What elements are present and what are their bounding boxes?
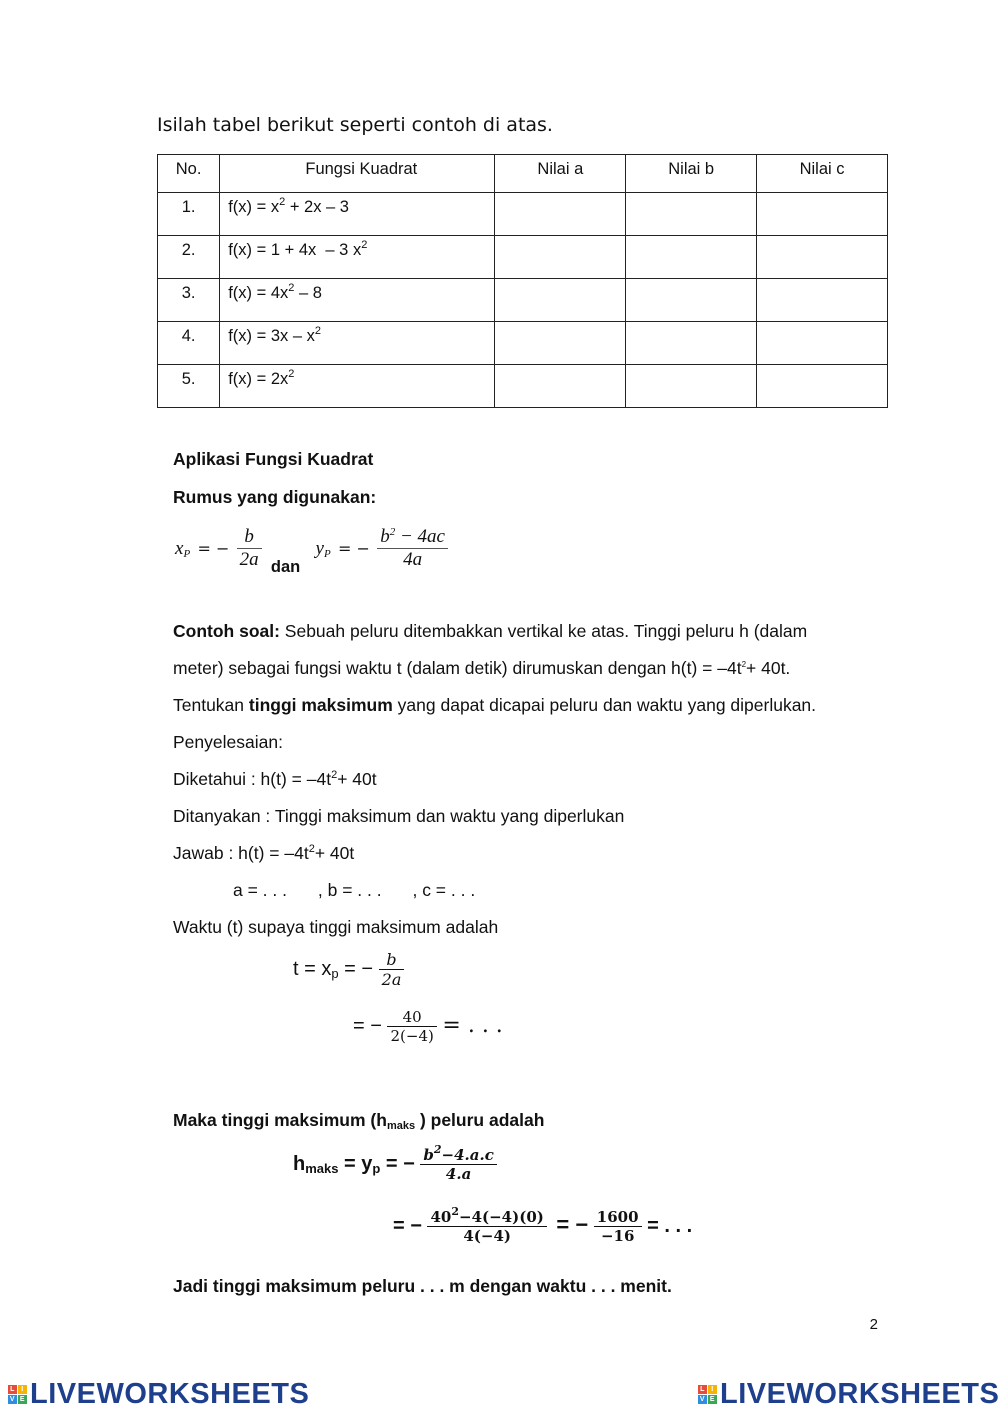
page-number: 2 [869,1316,878,1333]
answer-input-b-5[interactable] [626,365,756,405]
liveworksheets-logo-right: L I V E LIVEWORKSHEETS [699,1378,1000,1410]
yp-equals: = − [338,538,370,558]
answer-input-a-5[interactable] [495,365,625,405]
answer-cell-b[interactable] [626,236,757,279]
row-function: $f(x) = 2x^2$ [220,365,495,408]
t-fraction: $\frac{b}{2a}$ [379,950,405,989]
answer-cell-b[interactable] [626,322,757,365]
quadratic-table [157,154,888,408]
answer-input-b-3[interactable] [626,279,756,319]
answer-input-c-5[interactable] [757,365,887,405]
yp-fraction: $\frac{b^2 - 4ac}{4a}$ [377,526,448,571]
answer-cell-c[interactable] [757,236,888,279]
answer-cell-b[interactable] [626,193,757,236]
h-fraction: $\frac{b^2-4.a.c}{4.a}$ [420,1146,496,1183]
answer-cell-c[interactable] [757,322,888,365]
section-title: Aplikasi Fungsi Kuadrat [173,449,374,469]
row-number: 4. [158,322,220,365]
example-line-2: meter) sebagai fungsi waktu t (dalam detik) dirumuskan dengan $h(t) = -4t^2+ 40t$. [173,658,791,678]
table-row [158,279,888,322]
waktu-line: Waktu (t) supaya tinggi maksimum adalah [173,917,499,937]
answer-input-a-4[interactable] [495,322,625,362]
answer-cell-c[interactable] [757,193,888,236]
answer-input-b-2[interactable] [626,236,756,276]
answer-input-a-2[interactable] [495,236,625,276]
row-function: f(x) = 1 + 4x – 3 $x^2$ [220,236,495,279]
header-fungsi: Fungsi Kuadrat [220,155,495,193]
answer-input-c-2[interactable] [757,236,887,276]
jawab-line: Jawab : $h(t) = -4t^2+ 40t$ [173,843,355,863]
row-number: 2. [158,236,220,279]
header-no: No. [158,155,220,193]
row-number: 1. [158,193,220,236]
dan-connector: dan [270,557,301,576]
answer-cell-a[interactable] [495,322,626,365]
yp-symbol: $y_P$ [315,537,331,560]
answer-cell-a[interactable] [495,193,626,236]
answer-cell-b[interactable] [626,365,757,408]
conclusion-line: Jadi tinggi maksimum peluru . . . m dengan waktu . . . menit. [173,1276,672,1296]
answer-cell-c[interactable] [757,279,888,322]
answer-input-c-4[interactable] [757,322,887,362]
row-function: $f(x) = x^2 + 2x - 3$ [220,193,495,236]
answer-cell-c[interactable] [757,365,888,408]
row-function: $f(x) = 4x^2 - 8$ [220,279,495,322]
answer-input-c-3[interactable] [757,279,887,319]
formula-block [175,526,448,577]
answer-cell-b[interactable] [626,279,757,322]
row-function: $f(x) = 3x - x^2$ [220,322,495,365]
h-formula: $h_{maks} = y_p$ = − $\frac{b^2-4.a.c}{4.a}$ [293,1146,497,1183]
abc-c: , c = . . . [412,880,476,900]
answer-cell-a[interactable] [495,236,626,279]
abc-b: , b = . . . [317,880,382,900]
answer-input-c-1[interactable] [757,193,887,233]
t-formula: $t = x_p$ = − $\frac{b}{2a}$ [293,950,404,989]
liveworksheets-logo-left: L I V E LIVEWORKSHEETS [9,1378,310,1410]
h2-fraction: $\frac{40^2-4(-4)(0)}{4(-4)}$ [427,1208,546,1245]
table-row [158,236,888,279]
t2-fraction: $\frac{40}{2(-4)}$ [387,1008,436,1045]
t-calculation: = − $\frac{40}{2(-4)}$ = . . . [353,1008,503,1045]
answer-input-b-1[interactable] [626,193,756,233]
ditanyakan-line: Ditanyakan : Tinggi maksimum dan waktu yang diperlukan [173,806,625,826]
table-header-row [158,155,888,193]
header-nilai-b: Nilai b [626,155,757,193]
diketahui-line: Diketahui : $h(t) = -4t^2+ 40t$ [173,769,377,789]
answer-input-a-3[interactable] [495,279,625,319]
answer-cell-a[interactable] [495,279,626,322]
header-nilai-a: Nilai a [495,155,626,193]
liveworksheets-icon: L I V E [699,1386,716,1403]
header-nilai-c: Nilai c [757,155,888,193]
abc-a: a = . . . [233,880,287,900]
abc-line [233,880,475,901]
table-row [158,322,888,365]
h-calculation: = − $\frac{40^2-4(-4)(0)}{4(-4)}$ = − $\frac{1600}{-16}$ = . . . [393,1205,693,1245]
answer-cell-a[interactable] [495,365,626,408]
xp-symbol: $x_P$ [175,537,191,560]
h2-fraction-2: $\frac{1600}{-16}$ [594,1208,642,1245]
maka-line: Maka tinggi maksimum ($h_{maks}$ ) peluru adalah [173,1110,545,1132]
answer-input-a-1[interactable] [495,193,625,233]
example-line-1: Contoh soal: Sebuah peluru ditembakkan vertikal ke atas. Tinggi peluru h (dalam [173,621,808,641]
example-line-3: Tentukan tinggi maksimum yang dapat dicapai peluru dan waktu yang diperlukan. [173,695,817,715]
row-number: 5. [158,365,220,408]
row-number: 3. [158,279,220,322]
xp-equals: = − [197,538,230,558]
xp-fraction: $\frac{b}{2a}$ [237,526,262,571]
answer-input-b-4[interactable] [626,322,756,362]
formula-label: Rumus yang digunakan: [173,487,377,507]
liveworksheets-icon: L I V E [9,1386,26,1403]
penyelesaian-label: Penyelesaian: [173,732,283,752]
instruction-text: Isilah tabel berikut seperti contoh di atas. [157,114,553,136]
table-row [158,193,888,236]
table-row [158,365,888,408]
